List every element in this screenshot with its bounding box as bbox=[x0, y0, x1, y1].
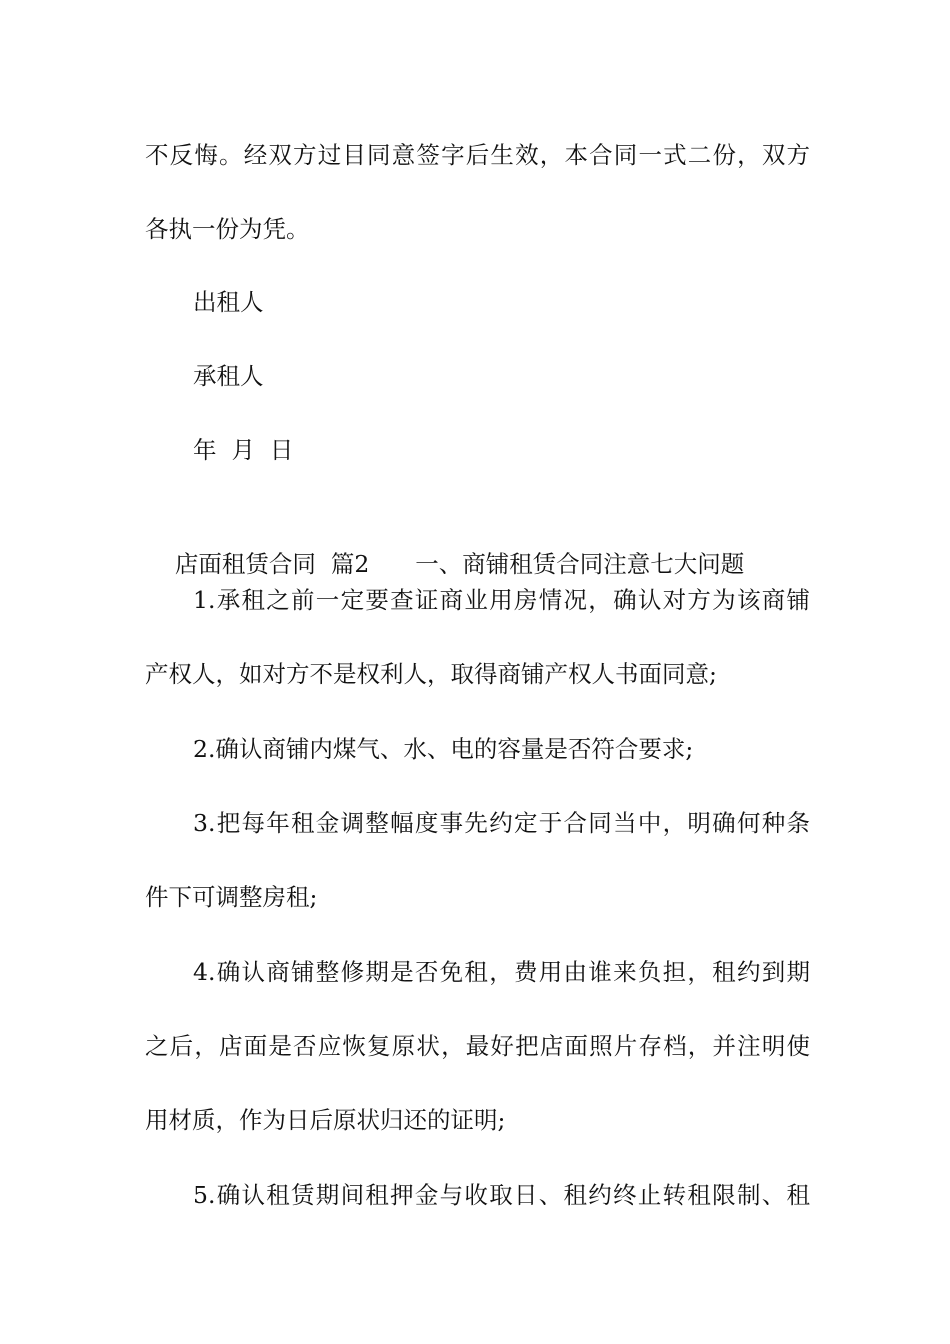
list-item-3-line: 件下可调整房租; bbox=[145, 883, 318, 911]
list-item-5-line: 5.确认租赁期间租押金与收取日、租约终止转租限制、租 bbox=[193, 1181, 810, 1209]
contract-title: 店面租赁合同 篇2 bbox=[174, 550, 370, 578]
list-item-2-line: 2.确认商铺内煤气、水、电的容量是否符合要求; bbox=[193, 735, 694, 763]
lessor-signature-label: 出租人 bbox=[193, 288, 264, 316]
list-item-3-line: 3.把每年租金调整幅度事先约定于合同当中，明确何种条 bbox=[193, 809, 810, 837]
list-item-4-line: 4.确认商铺整修期是否免租，费用由谁来负担，租约到期 bbox=[193, 958, 810, 986]
paragraph-line: 各执一份为凭。 bbox=[145, 215, 310, 243]
list-item-4-line: 之后，店面是否应恢复原状，最好把店面照片存档，并注明使 bbox=[145, 1032, 810, 1060]
section-title: 一、商铺租赁合同注意七大问题 bbox=[415, 550, 745, 578]
section-heading bbox=[145, 504, 810, 578]
lessee-signature-label: 承租人 bbox=[193, 362, 264, 390]
paragraph-line: 不反悔。经双方过目同意签字后生效，本合同一式二份，双方 bbox=[145, 141, 810, 169]
list-item-1-line: 1.承租之前一定要查证商业用房情况，确认对方为该商铺 bbox=[193, 586, 810, 614]
list-item-1-line: 产权人，如对方不是权利人，取得商铺产权人书面同意; bbox=[145, 660, 717, 688]
list-item-4-line: 用材质，作为日后原状归还的证明; bbox=[145, 1106, 506, 1134]
date-label: 年 月 日 bbox=[193, 436, 294, 464]
